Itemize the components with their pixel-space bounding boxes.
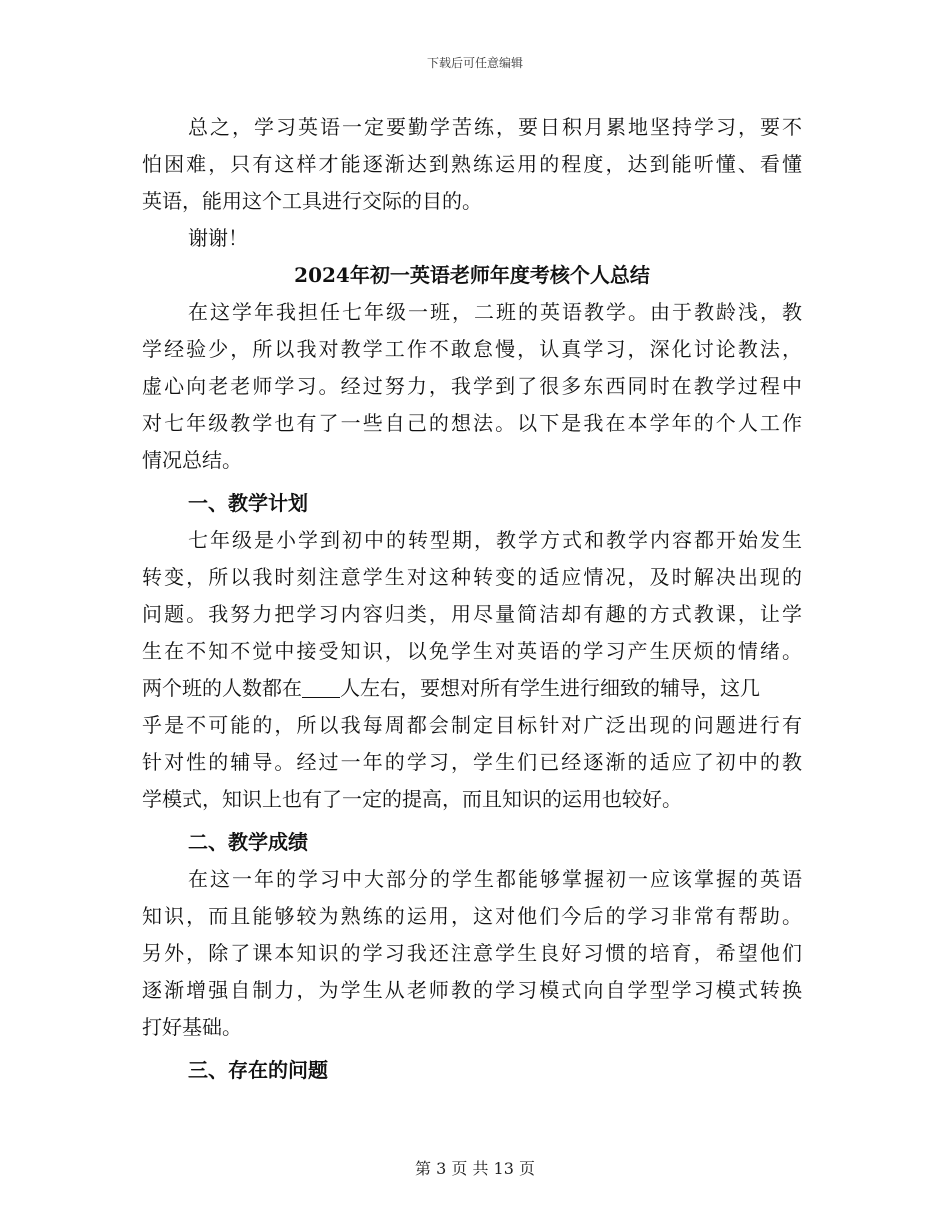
page-header-note: 下载后可任意编辑	[426, 56, 523, 70]
paragraph-line: 问题。我努力把学习内容归类，用尽量简洁却有趣的方式教课，让学	[142, 602, 802, 626]
thanks-line: 谢谢！	[188, 226, 248, 250]
section-heading-teaching-results: 二、教学成绩	[188, 830, 308, 854]
paragraph-line: 虚心向老老师学习。经过努力，我学到了很多东西同时在教学过程中	[142, 374, 802, 398]
paragraph-line: 对七年级教学也有了一些自己的想法。以下是我在本学年的个人工作	[142, 411, 802, 435]
paragraph-line: 转变，所以我时刻注意学生对这种转变的适应情况，及时解决出现的	[142, 565, 802, 589]
paragraph-text: 两个班的人数都在	[142, 676, 302, 700]
section-heading-teaching-plan: 一、教学计划	[188, 491, 308, 515]
paragraph-line: 知识，而且能够较为熟练的运用，这对他们今后的学习非常有帮助。	[142, 904, 802, 928]
paragraph-line: 七年级是小学到初中的转型期，教学方式和教学内容都开始发生	[188, 528, 802, 552]
section-heading-existing-problems: 三、存在的问题	[188, 1058, 328, 1082]
fill-in-blank	[302, 677, 340, 698]
paragraph-line: 怕困难，只有这样才能逐渐达到熟练运用的程度，达到能听懂、看懂	[142, 152, 802, 176]
page-number-footer: 第 3 页 共 13 页	[415, 1159, 535, 1178]
paragraph-line: 学经验少，所以我对教学工作不敢怠慢，认真学习，深化讨论教法，	[142, 337, 802, 361]
paragraph-line-with-blank	[142, 670, 802, 707]
paragraph-line: 英语，能用这个工具进行交际的目的。	[142, 189, 482, 213]
paragraph-line: 逐渐增强自制力，为学生从老师教的学习模式向自学型学习模式转换	[142, 978, 802, 1002]
paragraph-text: 人左右，要想对所有学生进行细致的辅导，这几	[340, 676, 760, 700]
paragraph-line: 打好基础。	[142, 1015, 242, 1039]
paragraph-line: 在这学年我担任七年级一班，二班的英语教学。由于教龄浅，教	[188, 300, 802, 324]
paragraph-line: 情况总结。	[142, 448, 242, 472]
paragraph-line: 学模式，知识上也有了一定的提高，而且知识的运用也较好。	[142, 787, 682, 811]
paragraph-line: 总之，学习英语一定要勤学苦练，要日积月累地坚持学习，要不	[188, 115, 802, 139]
document-body	[142, 109, 802, 1089]
paragraph-line: 在这一年的学习中大部分的学生都能够掌握初一应该掌握的英语	[188, 867, 802, 891]
paragraph-line: 另外，除了课本知识的学习我还注意学生良好习惯的培育，希望他们	[142, 941, 802, 965]
paragraph-line: 生在不知不觉中接受知识，以免学生对英语的学习产生厌烦的情绪。	[142, 639, 802, 663]
paragraph-line: 乎是不可能的，所以我每周都会制定目标针对广泛出现的问题进行有	[142, 713, 802, 737]
paragraph-line: 针对性的辅导。经过一年的学习，学生们已经逐渐的适应了初中的教	[142, 750, 802, 774]
document-title: 2024年初一英语老师年度考核个人总结	[294, 263, 650, 287]
